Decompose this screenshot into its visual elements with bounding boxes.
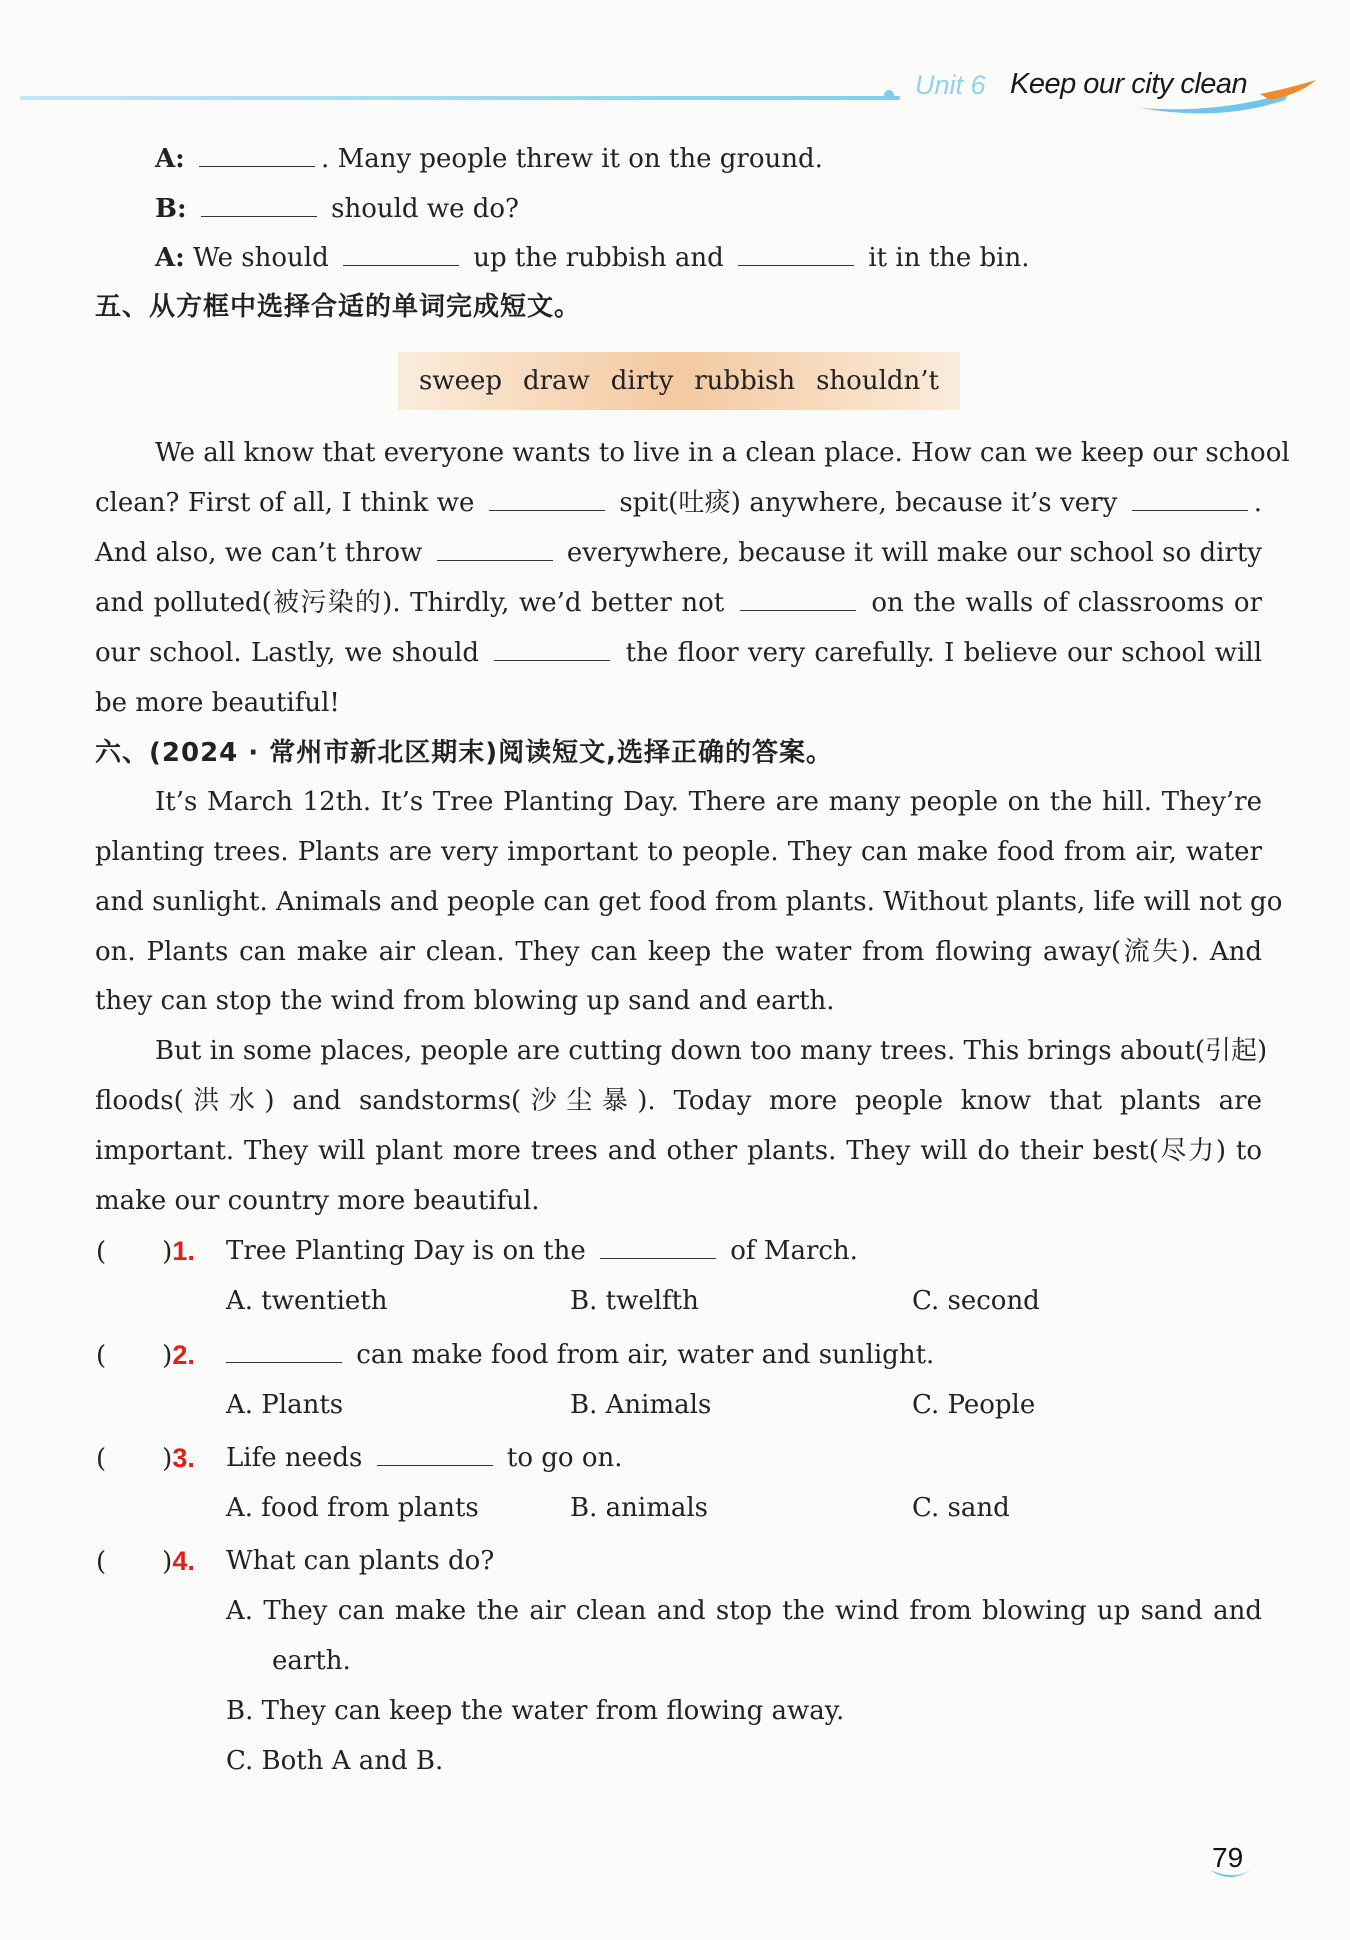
answer-bracket[interactable]: ( )3. bbox=[96, 1443, 195, 1474]
passage-line: be more beautiful! bbox=[95, 688, 340, 718]
header-rule bbox=[20, 96, 900, 100]
question-number: 4. bbox=[172, 1546, 195, 1576]
reading-line: floods(洪水) and sandstorms(沙尘暴). Today more people know that plants are bbox=[95, 1086, 1262, 1116]
answer-blank[interactable] bbox=[199, 144, 315, 167]
passage-text: the floor very carefully. I believe our school will bbox=[625, 638, 1263, 668]
answer-blank[interactable] bbox=[1132, 488, 1248, 511]
option-a-continued: earth. bbox=[272, 1646, 351, 1676]
word-box bbox=[398, 352, 960, 410]
page-swoosh-icon bbox=[1208, 1864, 1258, 1886]
reading-line: planting trees. Plants are very important to people. They can make food from air, water bbox=[95, 837, 1262, 867]
answer-blank[interactable] bbox=[377, 1443, 493, 1466]
passage-text: on the walls of classrooms or bbox=[871, 588, 1263, 618]
option-a[interactable]: A. twentieth bbox=[226, 1286, 388, 1316]
dialog-text: We should bbox=[193, 243, 329, 273]
option-c[interactable]: C. sand bbox=[912, 1493, 1010, 1523]
answer-blank[interactable] bbox=[437, 538, 553, 561]
question-number: 2. bbox=[172, 1340, 195, 1370]
passage-line bbox=[95, 536, 1262, 570]
option-a[interactable]: A. They can make the air clean and stop the wind from blowing up sand and bbox=[226, 1596, 1262, 1626]
answer-blank[interactable] bbox=[738, 243, 854, 266]
dialog-text: . Many people threw it on the ground. bbox=[321, 144, 823, 174]
answer-blank[interactable] bbox=[343, 243, 459, 266]
speaker: A: bbox=[155, 243, 185, 273]
passage-text: clean? First of all, I think we bbox=[95, 488, 475, 518]
answer-blank[interactable] bbox=[494, 638, 610, 661]
question-number: 1. bbox=[172, 1236, 195, 1266]
passage-line bbox=[95, 586, 1262, 620]
dialog-text: should we do? bbox=[331, 194, 519, 224]
page-number: 79 bbox=[1212, 1842, 1244, 1873]
passage-line: We all know that everyone wants to live in a clean place. How can we keep our school bbox=[155, 438, 1290, 468]
speaker: B: bbox=[155, 194, 187, 224]
option-b[interactable]: B. Animals bbox=[570, 1390, 712, 1420]
answer-bracket[interactable]: ( )2. bbox=[96, 1340, 195, 1371]
option-a[interactable]: A. Plants bbox=[226, 1390, 344, 1420]
option-b[interactable]: B. animals bbox=[570, 1493, 709, 1523]
answer-blank[interactable] bbox=[201, 194, 317, 217]
word-option: rubbish bbox=[694, 366, 796, 396]
word-option: sweep bbox=[418, 366, 502, 396]
answer-blank[interactable] bbox=[226, 1340, 342, 1363]
option-a[interactable]: A. food from plants bbox=[226, 1493, 479, 1523]
reading-line: make our country more beautiful. bbox=[95, 1186, 540, 1216]
option-c[interactable]: C. Both A and B. bbox=[226, 1746, 444, 1776]
reading-line: It’s March 12th. It’s Tree Planting Day. There are many people on the hill. They’re bbox=[155, 787, 1262, 817]
reading-line: and sunlight. Animals and people can get food from plants. Without plants, life will not go bbox=[95, 887, 1283, 917]
passage-text: and polluted(被污染的). Thirdly, we’d better not bbox=[95, 588, 725, 618]
passage-line bbox=[95, 486, 1262, 520]
dialog-line-1 bbox=[155, 142, 823, 176]
reading-line: important. They will plant more trees and other plants. They will do their best(尽力) to bbox=[95, 1136, 1262, 1166]
dialog-text: it in the bin. bbox=[868, 243, 1030, 273]
header-dot-icon bbox=[884, 90, 894, 100]
answer-bracket[interactable]: ( )4. bbox=[96, 1546, 195, 1577]
answer-blank[interactable] bbox=[740, 588, 856, 611]
option-c[interactable]: C. People bbox=[912, 1390, 1036, 1420]
word-option: dirty bbox=[610, 366, 674, 396]
reading-line: But in some places, people are cutting down too many trees. This brings about(引起) bbox=[155, 1036, 1268, 1066]
question-text: can make food from air, water and sunlight. bbox=[226, 1338, 934, 1372]
answer-bracket[interactable]: ( )1. bbox=[96, 1236, 195, 1267]
question-text: Tree Planting Day is on the of March. bbox=[226, 1236, 858, 1266]
passage-text: And also, we can’t throw bbox=[95, 538, 423, 568]
word-option: shouldn’t bbox=[816, 366, 939, 396]
passage-text: . bbox=[1253, 488, 1263, 518]
reading-line: they can stop the wind from blowing up sand and earth. bbox=[95, 986, 835, 1016]
section-5-title: 五、从方框中选择合适的单词完成短文。 bbox=[95, 292, 582, 322]
passage-line bbox=[95, 636, 1262, 670]
unit-label: Unit 6 bbox=[915, 70, 986, 100]
reading-line: on. Plants can make air clean. They can keep the water from flowing away(流失). And bbox=[95, 937, 1262, 967]
word-option: draw bbox=[522, 366, 590, 396]
answer-blank[interactable] bbox=[600, 1236, 716, 1259]
option-b[interactable]: B. They can keep the water from flowing away. bbox=[226, 1696, 845, 1726]
passage-text: everywhere, because it will make our school so dirty bbox=[566, 538, 1262, 568]
dialog-text: up the rubbish and bbox=[473, 243, 724, 273]
passage-text: spit(吐痰) anywhere, because it’s very bbox=[619, 488, 1118, 518]
speaker: A: bbox=[155, 144, 185, 174]
dialog-line-3 bbox=[155, 241, 1030, 275]
dialog-line-2 bbox=[155, 192, 519, 226]
passage-text: our school. Lastly, we should bbox=[95, 638, 480, 668]
swoosh-icon bbox=[1140, 78, 1330, 118]
question-text: Life needs to go on. bbox=[226, 1443, 623, 1473]
question-number: 3. bbox=[172, 1443, 195, 1473]
answer-blank[interactable] bbox=[489, 488, 605, 511]
option-b[interactable]: B. twelfth bbox=[570, 1286, 699, 1316]
section-6-title: 六、(2024 · 常州市新北区期末)阅读短文,选择正确的答案。 bbox=[95, 738, 833, 768]
question-text: What can plants do? bbox=[226, 1546, 495, 1576]
unit-title: Keep our city clean bbox=[1010, 68, 1248, 100]
option-c[interactable]: C. second bbox=[912, 1286, 1040, 1316]
